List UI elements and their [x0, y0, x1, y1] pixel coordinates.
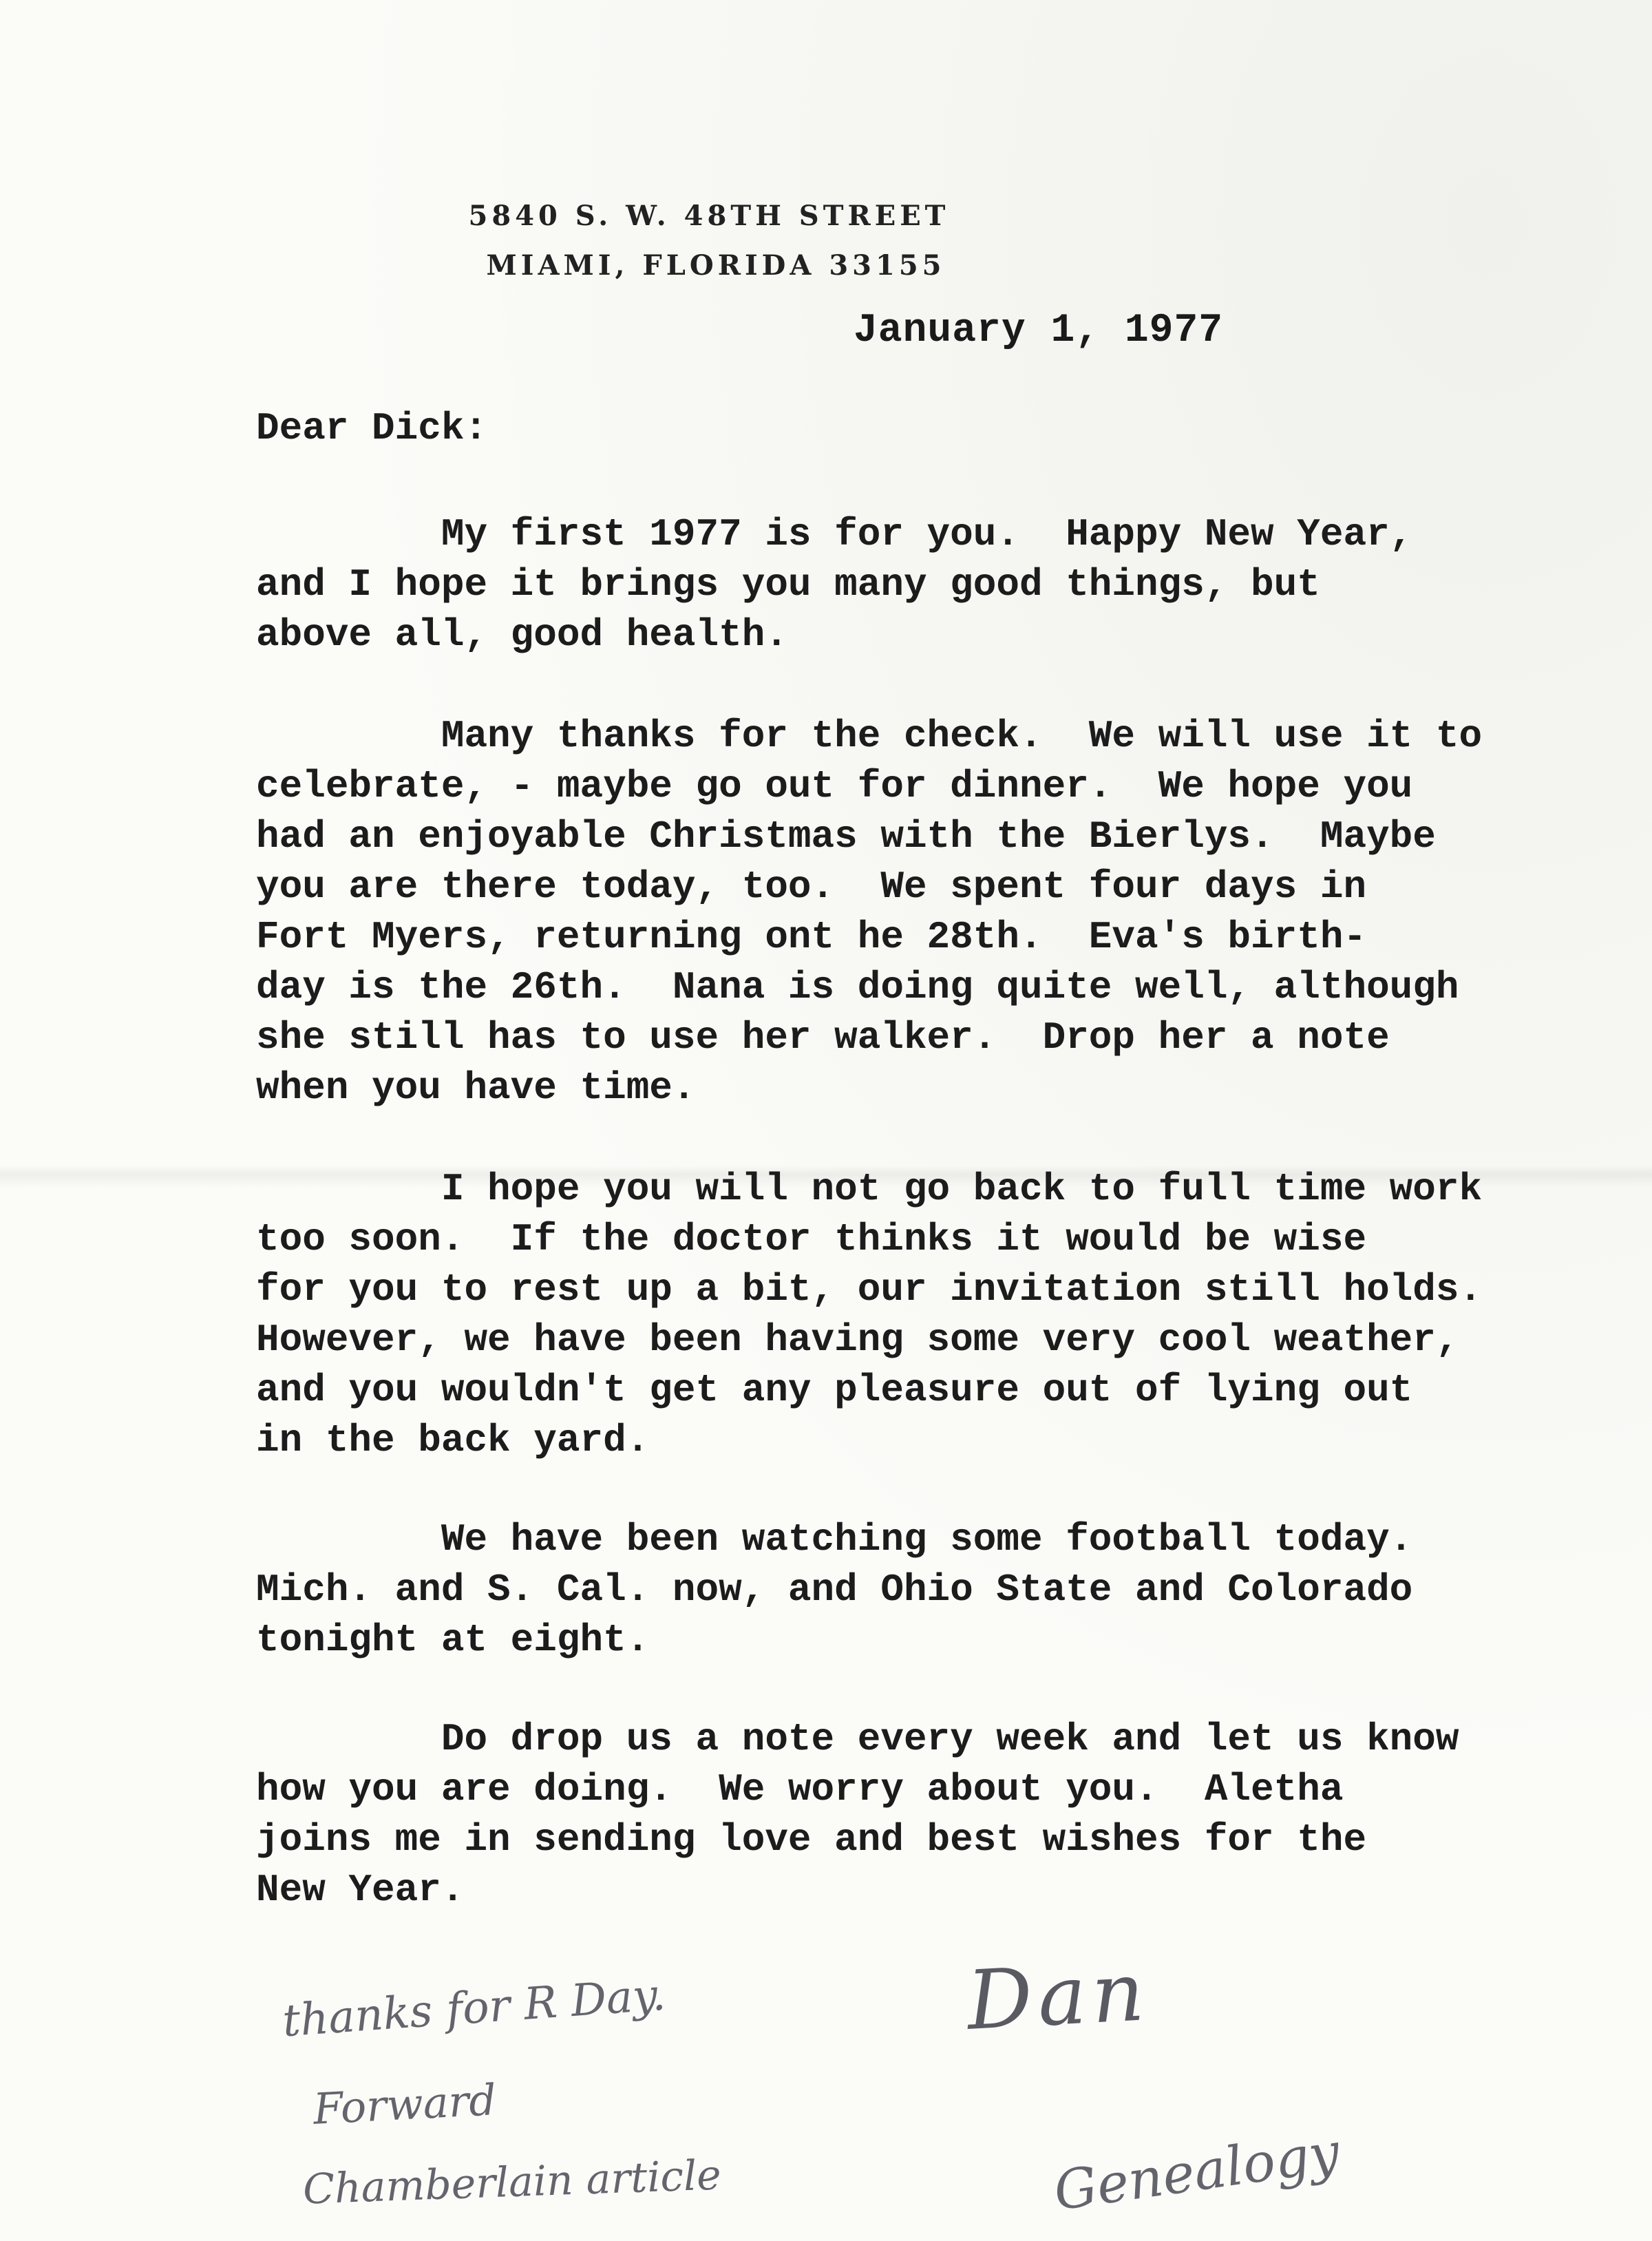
paragraph-closing: Do drop us a note every week and let us know how you are doing. We worry about you. Aletha joins me in sending love and best wishes for the New Year.: [256, 1717, 1459, 1912]
handwritten-note-genealogy: Genealogy: [1050, 2121, 1344, 2223]
paragraph-check-thanks: Many thanks for the check. We will use it to celebrate, - maybe go out for dinner. We hope you had an enjoyable Christmas with the Bierlys. Maybe you are there today, too. We spent four days in Fort Myers, returning ont he 28th. Eva's birth- day is the 26th. Nana is doing quite well, although she still has to use her walker. Drop her a note when you have time.: [256, 714, 1483, 1110]
letter-date: January 1, 1977: [854, 308, 1224, 353]
handwritten-signature: Dan: [964, 1944, 1152, 2048]
paragraph-health: I hope you will not go back to full time work too soon. If the doctor thinks it would be wise for you to rest up a bit, our invitation still holds. However, we have been having some very cool weather, and you wouldn't get any pleasure out of lying out in the back yard.: [256, 1167, 1483, 1462]
letterhead-city: MIAMI, FLORIDA 33155: [486, 249, 946, 282]
handwritten-note-thanks: thanks for R Day.: [281, 1969, 668, 2048]
letterhead-street: 5840 S. W. 48TH STREET: [468, 200, 950, 232]
paragraph-new-year: My first 1977 is for you. Happy New Year, and I hope it brings you many good things, but above all, good health.: [256, 512, 1413, 657]
paragraph-football: We have been watching some football today. Mich. and S. Cal. now, and Ohio State and Colorado tonight at eight.: [256, 1517, 1413, 1662]
salutation: Dear Dick:: [256, 406, 488, 450]
handwritten-note-forward: Forward: [312, 2074, 498, 2134]
handwritten-note-article: Chamberlain article: [301, 2151, 722, 2214]
